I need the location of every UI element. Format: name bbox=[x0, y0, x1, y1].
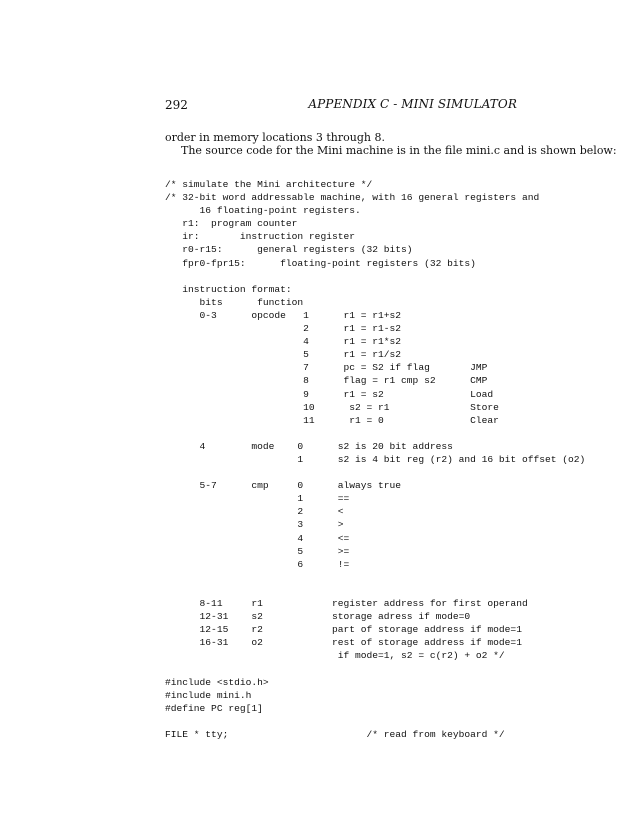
code-line: if mode=1, s2 = c(r2) + o2 */ bbox=[165, 650, 505, 662]
code-line: 16-31 o2 rest of storage address if mode=1 bbox=[165, 637, 522, 649]
code-line: 4 <= bbox=[165, 532, 350, 544]
intro-line: The source code for the Mini machine is in the file mini.c and is shown below: bbox=[181, 144, 617, 157]
code-line bbox=[165, 427, 585, 440]
code-line: 9 r1 = s2 Load bbox=[165, 388, 494, 400]
code-line: 4 r1 = r1*s2 bbox=[165, 336, 402, 348]
code-line bbox=[165, 715, 585, 728]
code-line: 5 r1 = r1/s2 bbox=[165, 349, 402, 361]
code-line: 6 != bbox=[165, 558, 350, 570]
code-line: 0-3 opcode 1 r1 = r1+s2 bbox=[165, 309, 402, 321]
code-line: 5-7 cmp 0 always true bbox=[165, 480, 402, 492]
code-line bbox=[165, 662, 585, 675]
code-line: 1 s2 is 4 bit reg (r2) and 16 bit offset (o2) bbox=[165, 453, 586, 465]
code-line: 2 r1 = r1-s2 bbox=[165, 323, 402, 335]
code-line: #include mini.h bbox=[165, 689, 252, 701]
code-line: /* 32-bit word addressable machine, with 16 general registers and bbox=[165, 192, 540, 204]
code-line: 7 pc = S2 if flag JMP bbox=[165, 362, 488, 374]
code-line: FILE * tty; /* read from keyboard */ bbox=[165, 728, 505, 740]
chapter-title: APPENDIX C - MINI SIMULATOR bbox=[308, 97, 517, 111]
code-line: 8-11 r1 register address for first operand bbox=[165, 598, 528, 609]
code-line: 3 > bbox=[165, 519, 344, 531]
code-line bbox=[165, 571, 585, 584]
code-line: r1: program counter bbox=[165, 218, 298, 230]
code-line bbox=[165, 466, 585, 479]
code-line: 10 s2 = r1 Store bbox=[165, 401, 499, 413]
code-line: instruction format: bbox=[165, 283, 292, 295]
code-line: 16 floating-point registers. bbox=[165, 205, 361, 217]
code-line: #include <stdio.h> bbox=[165, 676, 269, 688]
code-line bbox=[165, 270, 585, 283]
page-number: 292 bbox=[165, 98, 188, 112]
code-line: 2 < bbox=[165, 506, 344, 518]
code-line: 5 >= bbox=[165, 545, 350, 557]
code-line: 1 == bbox=[165, 493, 350, 505]
code-line: 8 flag = r1 cmp s2 CMP bbox=[165, 375, 488, 387]
code-line: /* simulate the Mini architecture */ bbox=[165, 179, 373, 190]
code-line: bits function bbox=[165, 296, 304, 308]
code-line: 11 r1 = 0 Clear bbox=[165, 414, 499, 426]
code-line: r0-r15: general registers (32 bits) bbox=[165, 244, 413, 256]
code-line: 12-15 r2 part of storage address if mode=1 bbox=[165, 624, 522, 636]
code-line: 12-31 s2 storage adress if mode=0 bbox=[165, 611, 471, 623]
code-line: fpr0-fpr15: floating-point registers (32 bits) bbox=[165, 257, 476, 269]
code-line: 4 mode 0 s2 is 20 bit address bbox=[165, 440, 453, 452]
code-line bbox=[165, 584, 585, 597]
intro-line: order in memory locations 3 through 8. bbox=[165, 131, 385, 144]
code-line: ir: instruction register bbox=[165, 231, 355, 243]
source-code-listing bbox=[165, 178, 585, 741]
code-line: #define PC reg[1] bbox=[165, 702, 263, 714]
